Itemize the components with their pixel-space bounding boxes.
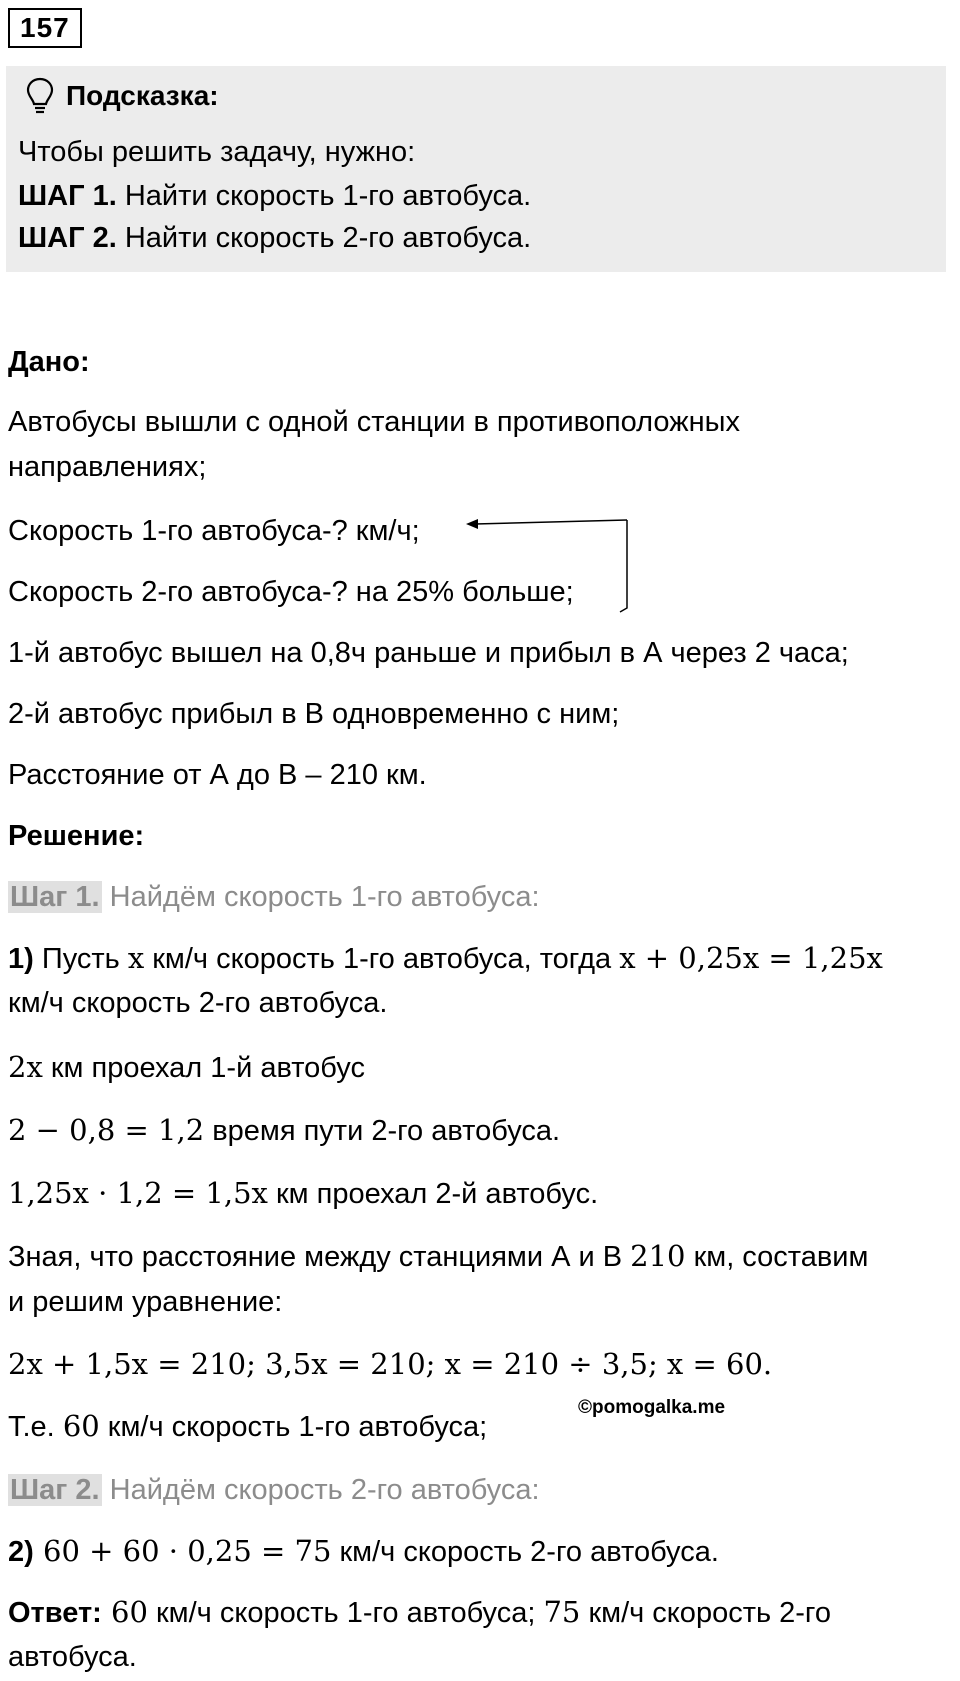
solution-p1-cont: км/ч скорость 2-го автобуса. <box>8 987 388 1019</box>
hint-step-1-text: Найти скорость 1-го автобуса. <box>116 180 532 212</box>
solution-p1 <box>8 940 883 977</box>
given-line-5: 2-й автобус прибыл в В одновременно с ним; <box>8 698 620 730</box>
solution-line-3-text: время пути 2-го автобуса. <box>204 1115 561 1147</box>
solution-line-7-b: км/ч скорость 1-го автобуса; <box>99 1411 488 1443</box>
solution-equation: 2x + 1,5x = 210; 3,5x = 210; x = 210 ÷ 3,5; x = 60. <box>8 1347 773 1381</box>
answer-line <box>8 1594 831 1631</box>
given-line-2: Скорость 1-го автобуса-? км/ч; <box>8 515 420 547</box>
watermark: ©pomogalka.me <box>578 1397 726 1418</box>
given-line-6: Расстояние от А до В – 210 км. <box>8 759 427 791</box>
solution-p2-text: км/ч скорость 2-го автобуса. <box>331 1536 719 1568</box>
solution-line-7-math: 60 <box>62 1409 100 1443</box>
solution-line-5 <box>8 1238 868 1275</box>
solution-step-1-text: Найдём скорость 1-го автобуса: <box>101 881 540 913</box>
solution-line-5-a: Зная, что расстояние между станциями А и В <box>8 1241 631 1273</box>
solution-line-5-math: 210 <box>630 1239 686 1273</box>
solution-line-4 <box>8 1175 598 1212</box>
solution-line-7 <box>8 1408 487 1445</box>
hint-intro: Чтобы решить задачу, нужно: <box>18 136 416 168</box>
answer-math-2: 75 <box>543 1595 581 1629</box>
solution-step-1-heading <box>8 879 540 915</box>
problem-number: 157 <box>8 8 82 48</box>
solution-p2-number: 2) <box>8 1536 34 1568</box>
hint-title: Подсказка: <box>66 80 219 111</box>
hint-step-1-label: ШАГ 1. <box>18 180 117 212</box>
hint-step-2-label: ШАГ 2. <box>18 222 117 254</box>
solution-p1-equation: x + 0,25x = 1,25x <box>619 941 883 975</box>
solution-line-2 <box>8 1049 365 1086</box>
answer-line-cont: автобуса. <box>8 1641 137 1673</box>
solution-step-2-text: Найдём скорость 2-го автобуса: <box>101 1474 540 1506</box>
solution-p1-x: x <box>127 941 145 975</box>
solution-p1-number: 1) <box>8 943 34 975</box>
solution-line-4-text: км проехал 2-й автобус. <box>267 1178 599 1210</box>
answer-text-2: км/ч скорость 2-го <box>580 1597 831 1629</box>
given-line-4: 1-й автобус вышел на 0,8ч раньше и прибыл в А через 2 часа; <box>8 637 849 669</box>
given-line-1a: Автобусы вышли с одной станции в противоположных <box>8 406 740 438</box>
answer-label: Ответ: <box>8 1597 102 1629</box>
solution-line-4-math: 1,25x · 1,2 = 1,5x <box>8 1176 268 1210</box>
given-title: Дано: <box>8 346 90 378</box>
solution-line-3 <box>8 1112 560 1149</box>
given-line-1b: направлениях; <box>8 451 207 483</box>
solution-title: Решение: <box>8 820 145 852</box>
solution-p2 <box>8 1533 719 1570</box>
solution-p1-b: км/ч скорость 1-го автобуса, тогда <box>144 943 620 975</box>
solution-line-2-math: 2x <box>8 1050 43 1084</box>
solution-step-1-label: Шаг 1. <box>10 881 100 913</box>
solution-line-5-b: км, составим <box>685 1241 869 1273</box>
solution-step-2-heading <box>8 1472 540 1508</box>
solution-line-3-math: 2 − 0,8 = 1,2 <box>8 1113 205 1147</box>
solution-line-2-text: км проехал 1-й автобус <box>42 1052 365 1084</box>
given-line-3: Скорость 2-го автобуса-? на 25% больше; <box>8 576 574 608</box>
solution-line-5-cont: и решим уравнение: <box>8 1286 283 1318</box>
solution-step-2-label: Шаг 2. <box>10 1474 100 1506</box>
solution-line-7-a: Т.е. <box>8 1411 63 1443</box>
answer-math-1: 60 <box>101 1595 148 1629</box>
answer-text-1: км/ч скорость 1-го автобуса; <box>147 1597 544 1629</box>
solution-p2-math: 60 + 60 · 0,25 = 75 <box>33 1534 332 1568</box>
solution-p1-a: Пусть <box>33 943 128 975</box>
relation-arrow <box>0 0 960 620</box>
hint-step-2-text: Найти скорость 2-го автобуса. <box>116 222 532 254</box>
